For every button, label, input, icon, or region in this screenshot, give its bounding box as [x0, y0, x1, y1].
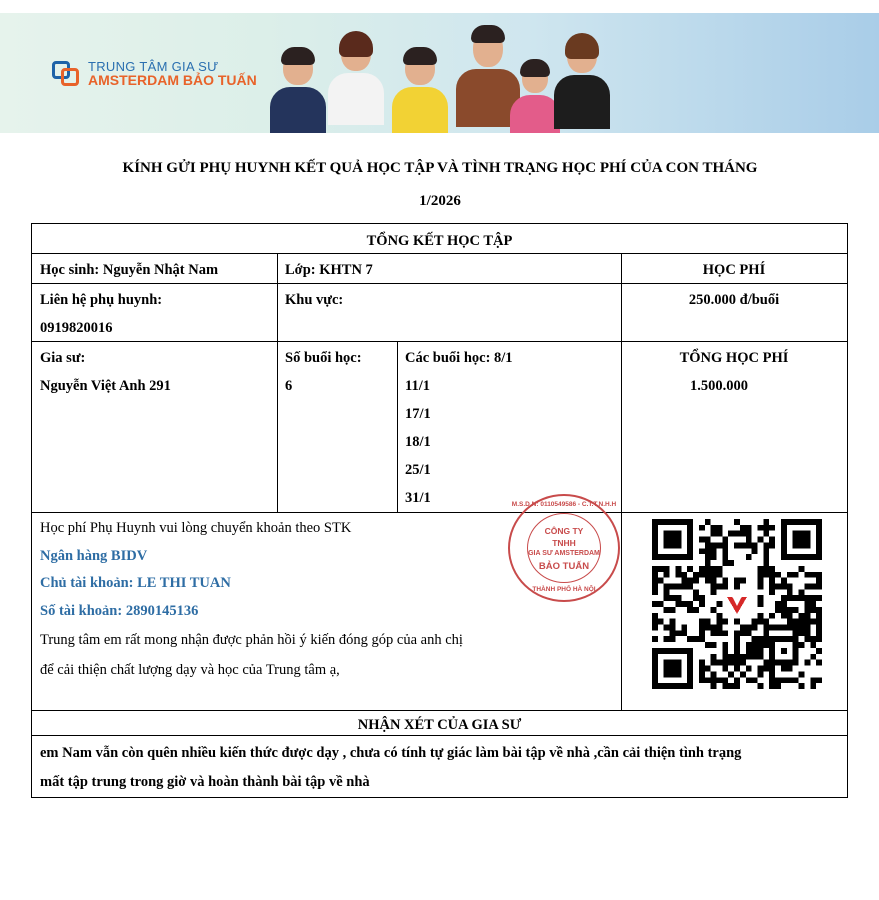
payment-intro: Học phí Phụ Huynh vui lòng chuyển khoản theo STK [40, 520, 352, 536]
stamp-company: CÔNG TY [544, 526, 584, 536]
sessions-count-value: 6 [285, 378, 293, 394]
account-number: Số tài khoản: 2890145136 [40, 602, 199, 619]
session-date: 31/1 [405, 490, 431, 506]
session-dates-label: Các buổi học: 8/1 [405, 350, 513, 366]
session-date: 17/1 [405, 406, 431, 422]
total-fee-value: 1.500.000 [690, 378, 748, 394]
session-dates [397, 340, 621, 516]
parent-contact [32, 282, 277, 346]
person-figure [510, 63, 560, 133]
report-heading: KÍNH GỬI PHỤ HUYNH KẾT QUẢ HỌC TẬP VÀ TÌNH TRẠNG HỌC PHÍ CỦA CON THÁNG [122, 160, 758, 176]
stamp-ring-top: M.S.D.N: 0110549586 - C.T.T.N.H.H [511, 501, 617, 508]
tutor-comments [32, 735, 847, 801]
person-figure [270, 51, 326, 133]
fee-header: HỌC PHÍ [702, 262, 766, 278]
banner-people-image [270, 33, 610, 133]
header-banner [0, 13, 879, 133]
comment-line-1: em Nam vẫn còn quên nhiều kiến thức được dạy , chưa có tính tự giác làm bài tập về nhà ,cần cải thiện tình trạng [40, 745, 742, 761]
tutor-info [32, 340, 277, 404]
session-date: 25/1 [405, 462, 431, 478]
person-figure [392, 51, 448, 133]
report-table [31, 223, 848, 798]
parent-contact-phone: 0919820016 [40, 320, 113, 336]
session-date: 11/1 [405, 378, 430, 394]
company-stamp [508, 494, 620, 602]
logo-line-2: AMSTERDAM BẢO TUẤN [88, 72, 257, 89]
total-fee-label: TỔNG HỌC PHÍ [679, 350, 789, 366]
payment-qr-code[interactable] [652, 519, 822, 689]
fee-per-session: 250.000 đ/buổi [688, 292, 780, 308]
total-fee [621, 340, 847, 404]
bank-name: Ngân hàng BIDV [40, 547, 148, 564]
area-label: Khu vực: [285, 292, 344, 308]
parent-contact-label: Liên hệ phụ huynh: [40, 292, 163, 308]
sessions-count-label: Số buổi học: [285, 350, 362, 366]
report-month: 1/2026 [419, 193, 461, 209]
logo-line-1: TRUNG TÂM GIA SƯ [88, 58, 219, 74]
class-name: Lớp: KHTN 7 [285, 262, 373, 278]
logo-icon [50, 59, 82, 89]
stamp-type: TNHH [552, 538, 576, 548]
person-figure [328, 35, 384, 125]
section-title: TỔNG KẾT HỌC TẬP [366, 233, 513, 249]
sessions-count [277, 340, 397, 404]
person-figure [554, 37, 610, 129]
student-name: Học sinh: Nguyễn Nhật Nam [40, 262, 219, 278]
stamp-name-2: BẢO TUẤN [538, 561, 590, 572]
session-date: 18/1 [405, 434, 431, 450]
feedback-line-1: Trung tâm em rất mong nhận được phản hồi ý kiến đóng góp của anh chị [40, 632, 463, 648]
stamp-ring-bottom: THÀNH PHỐ HÀ NỘI [532, 586, 596, 593]
feedback-line-2: để cải thiện chất lượng dạy và học của Trung tâm ạ, [40, 661, 340, 678]
tutor-name: Nguyễn Việt Anh 291 [40, 378, 171, 394]
center-logo [50, 59, 257, 89]
stamp-name-1: GIA SƯ AMSTERDAM [528, 550, 600, 557]
comments-title: NHẬN XÉT CỦA GIA SƯ [357, 717, 522, 733]
account-holder: Chủ tài khoản: LE THI TUAN [40, 575, 231, 591]
comment-line-2: mất tập trung trong giờ và hoàn thành bài tập về nhà [40, 774, 370, 790]
tutor-label: Gia sư: [40, 350, 86, 366]
